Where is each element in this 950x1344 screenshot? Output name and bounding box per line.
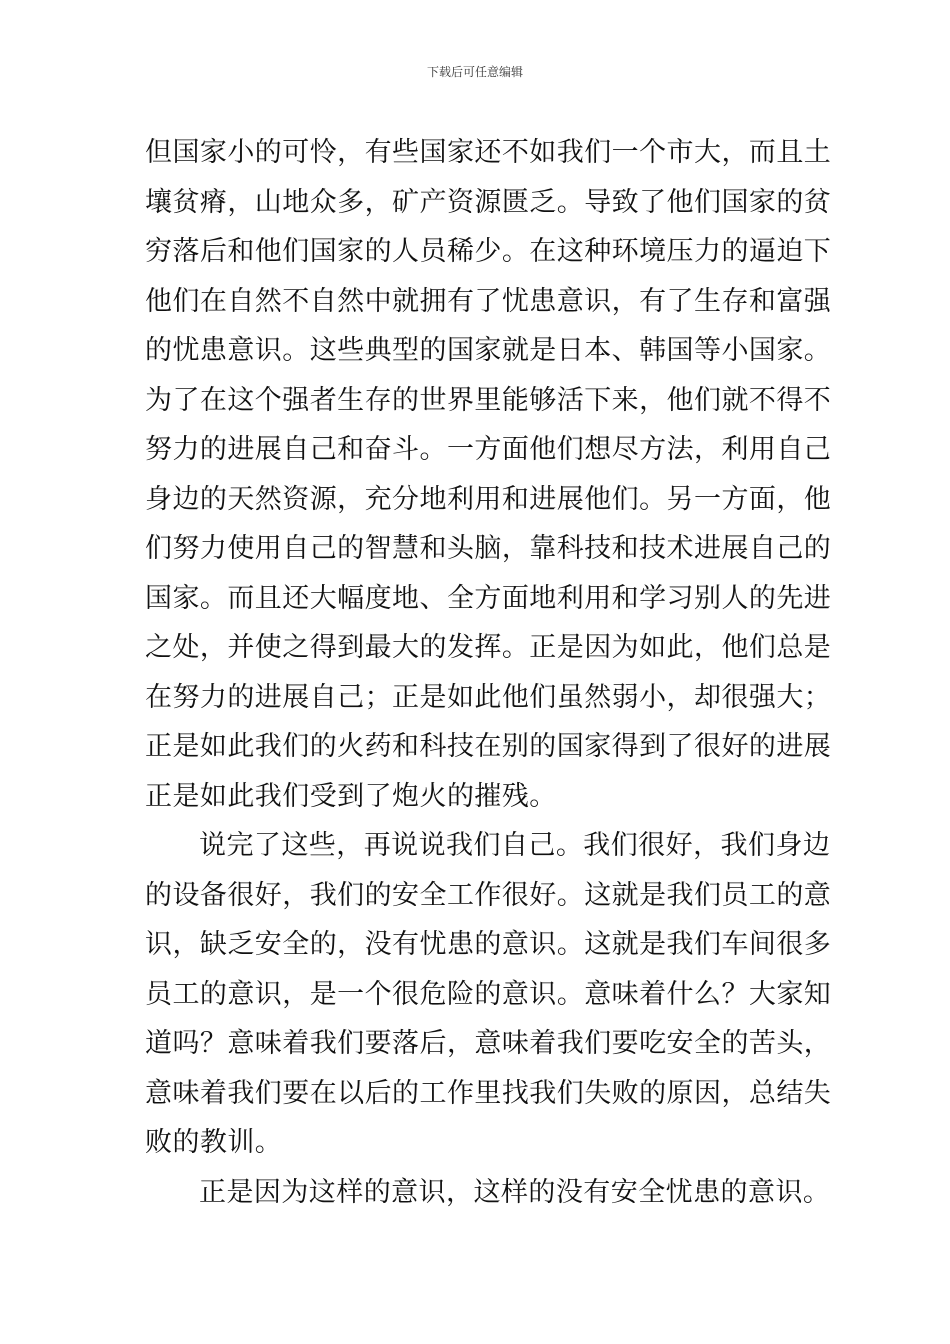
text-line: 穷落后和他们国家的人员稀少。在这种环境压力的逼迫下	[145, 236, 832, 267]
text-line: 说完了这些，再说说我们自己。我们很好，我们身边	[199, 830, 831, 861]
text-line: 但国家小的可怜，有些国家还不如我们一个市大，而且土	[145, 137, 832, 168]
paragraph-3	[145, 1168, 831, 1218]
text-line: 败的教训。	[145, 1127, 283, 1158]
text-line: 正是如此我们的火药和科技在别的国家得到了很好的进展	[145, 731, 832, 762]
text-line: 正是因为这样的意识，这样的没有安全忧患的意识。	[199, 1176, 831, 1208]
text-line: 们努力使用自己的智慧和头脑，靠科技和技术进展自己的	[145, 533, 832, 564]
page-header: 下载后可任意编辑	[426, 65, 523, 79]
text-line: 在努力的进展自己；正是如此他们虽然弱小，却很强大；	[145, 681, 832, 713]
text-line: 国家。而且还大幅度地、全方面地利用和学习别人的先进	[145, 582, 832, 614]
text-line: 员工的意识，是一个很危险的意识。意味着什么？大家知	[145, 978, 832, 1010]
text-line: 他们在自然不自然中就拥有了忧患意识，有了生存和富强	[145, 285, 832, 317]
text-line: 为了在这个强者生存的世界里能够活下来，他们就不得不	[145, 384, 832, 416]
text-line: 壤贫瘠，山地众多，矿产资源匮乏。导致了他们国家的贫	[145, 186, 832, 218]
paragraph-2	[145, 821, 832, 1168]
text-line: 努力的进展自己和奋斗。一方面他们想尽方法，利用自己	[145, 434, 832, 465]
text-line: 意味着我们要在以后的工作里找我们失败的原因，总结失	[145, 1077, 832, 1109]
text-line: 道吗？意味着我们要落后，意味着我们要吃安全的苦头，	[145, 1028, 832, 1059]
text-line: 的设备很好，我们的安全工作很好。这就是我们员工的意	[145, 879, 832, 911]
text-line: 的忧患意识。这些典型的国家就是日本、韩国等小国家。	[145, 335, 832, 366]
text-line: 正是如此我们受到了炮火的摧残。	[145, 780, 557, 812]
text-line: 之处，并使之得到最大的发挥。正是因为如此，他们总是	[145, 632, 832, 663]
document-body	[145, 128, 832, 1217]
text-line: 识，缺乏安全的，没有忧患的意识。这就是我们车间很多	[145, 929, 832, 960]
paragraph-1	[145, 128, 832, 821]
text-line: 身边的天然资源，充分地利用和进展他们。另一方面，他	[145, 483, 832, 515]
